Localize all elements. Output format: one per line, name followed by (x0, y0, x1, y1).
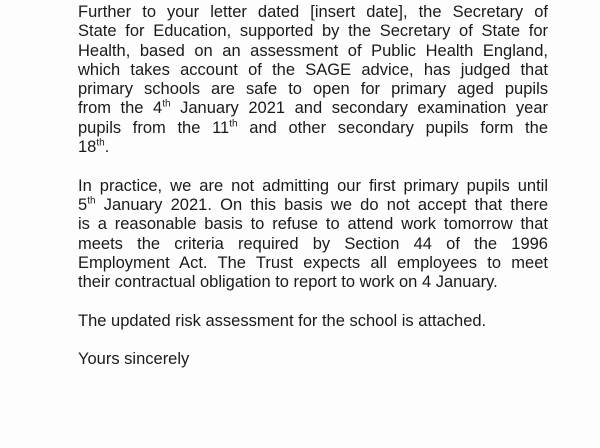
text-line: Further to your letter dated [insert date], the Secretary of (78, 3, 548, 21)
text-line (78, 119, 548, 138)
text-fragment: 5 (78, 195, 88, 214)
text-line: is a reasonable basis to refuse to attend work tomorrow that (78, 215, 548, 234)
text-line: which takes account of the SAGE advice, has judged that (78, 60, 548, 79)
text-fragment: pupils from the 11 (78, 118, 230, 137)
letter-body (78, 3, 548, 389)
text-line: The updated risk assessment for the school is attached. (78, 311, 487, 330)
text-fragment: 18 (78, 138, 97, 157)
text-fragment: and other secondary pupils form the (237, 118, 548, 137)
ordinal-suffix: th (162, 98, 171, 110)
text-line: meets the criteria required by Section 44 of the 1996 (78, 234, 548, 253)
text-fragment: January 2021 and secondary examination year (170, 99, 548, 118)
text-fragment: from the 4 (78, 99, 163, 118)
text-line: their contractual obligation to report to work on 4 January. (78, 273, 498, 292)
paragraph-risk-assessment (78, 312, 548, 331)
text-line (78, 99, 548, 118)
paragraph-work-obligation (78, 177, 548, 293)
ordinal-suffix: th (87, 195, 96, 207)
text-fragment: January 2021. On this basis we do not accept that there (95, 195, 548, 214)
paragraph-school-reopening (78, 3, 548, 157)
text-line: primary schools are safe to open for primary aged pupils (78, 80, 548, 99)
text-line: State for Education, supported by the Secretary of State for (78, 22, 548, 41)
ordinal-suffix: th (229, 118, 238, 130)
closing-salutation (78, 350, 548, 369)
text-line: Employment Act. The Trust expects all employees to meet (78, 253, 548, 272)
text-line: In practice, we are not admitting our first primary pupils until (78, 176, 548, 195)
text-line (78, 196, 548, 215)
text-line: Health, based on an assessment of Public Health England, (78, 41, 548, 60)
text-line (78, 138, 548, 157)
ordinal-suffix: th (96, 137, 105, 149)
text-fragment: . (104, 138, 110, 157)
text-line: Yours sincerely (78, 350, 190, 369)
